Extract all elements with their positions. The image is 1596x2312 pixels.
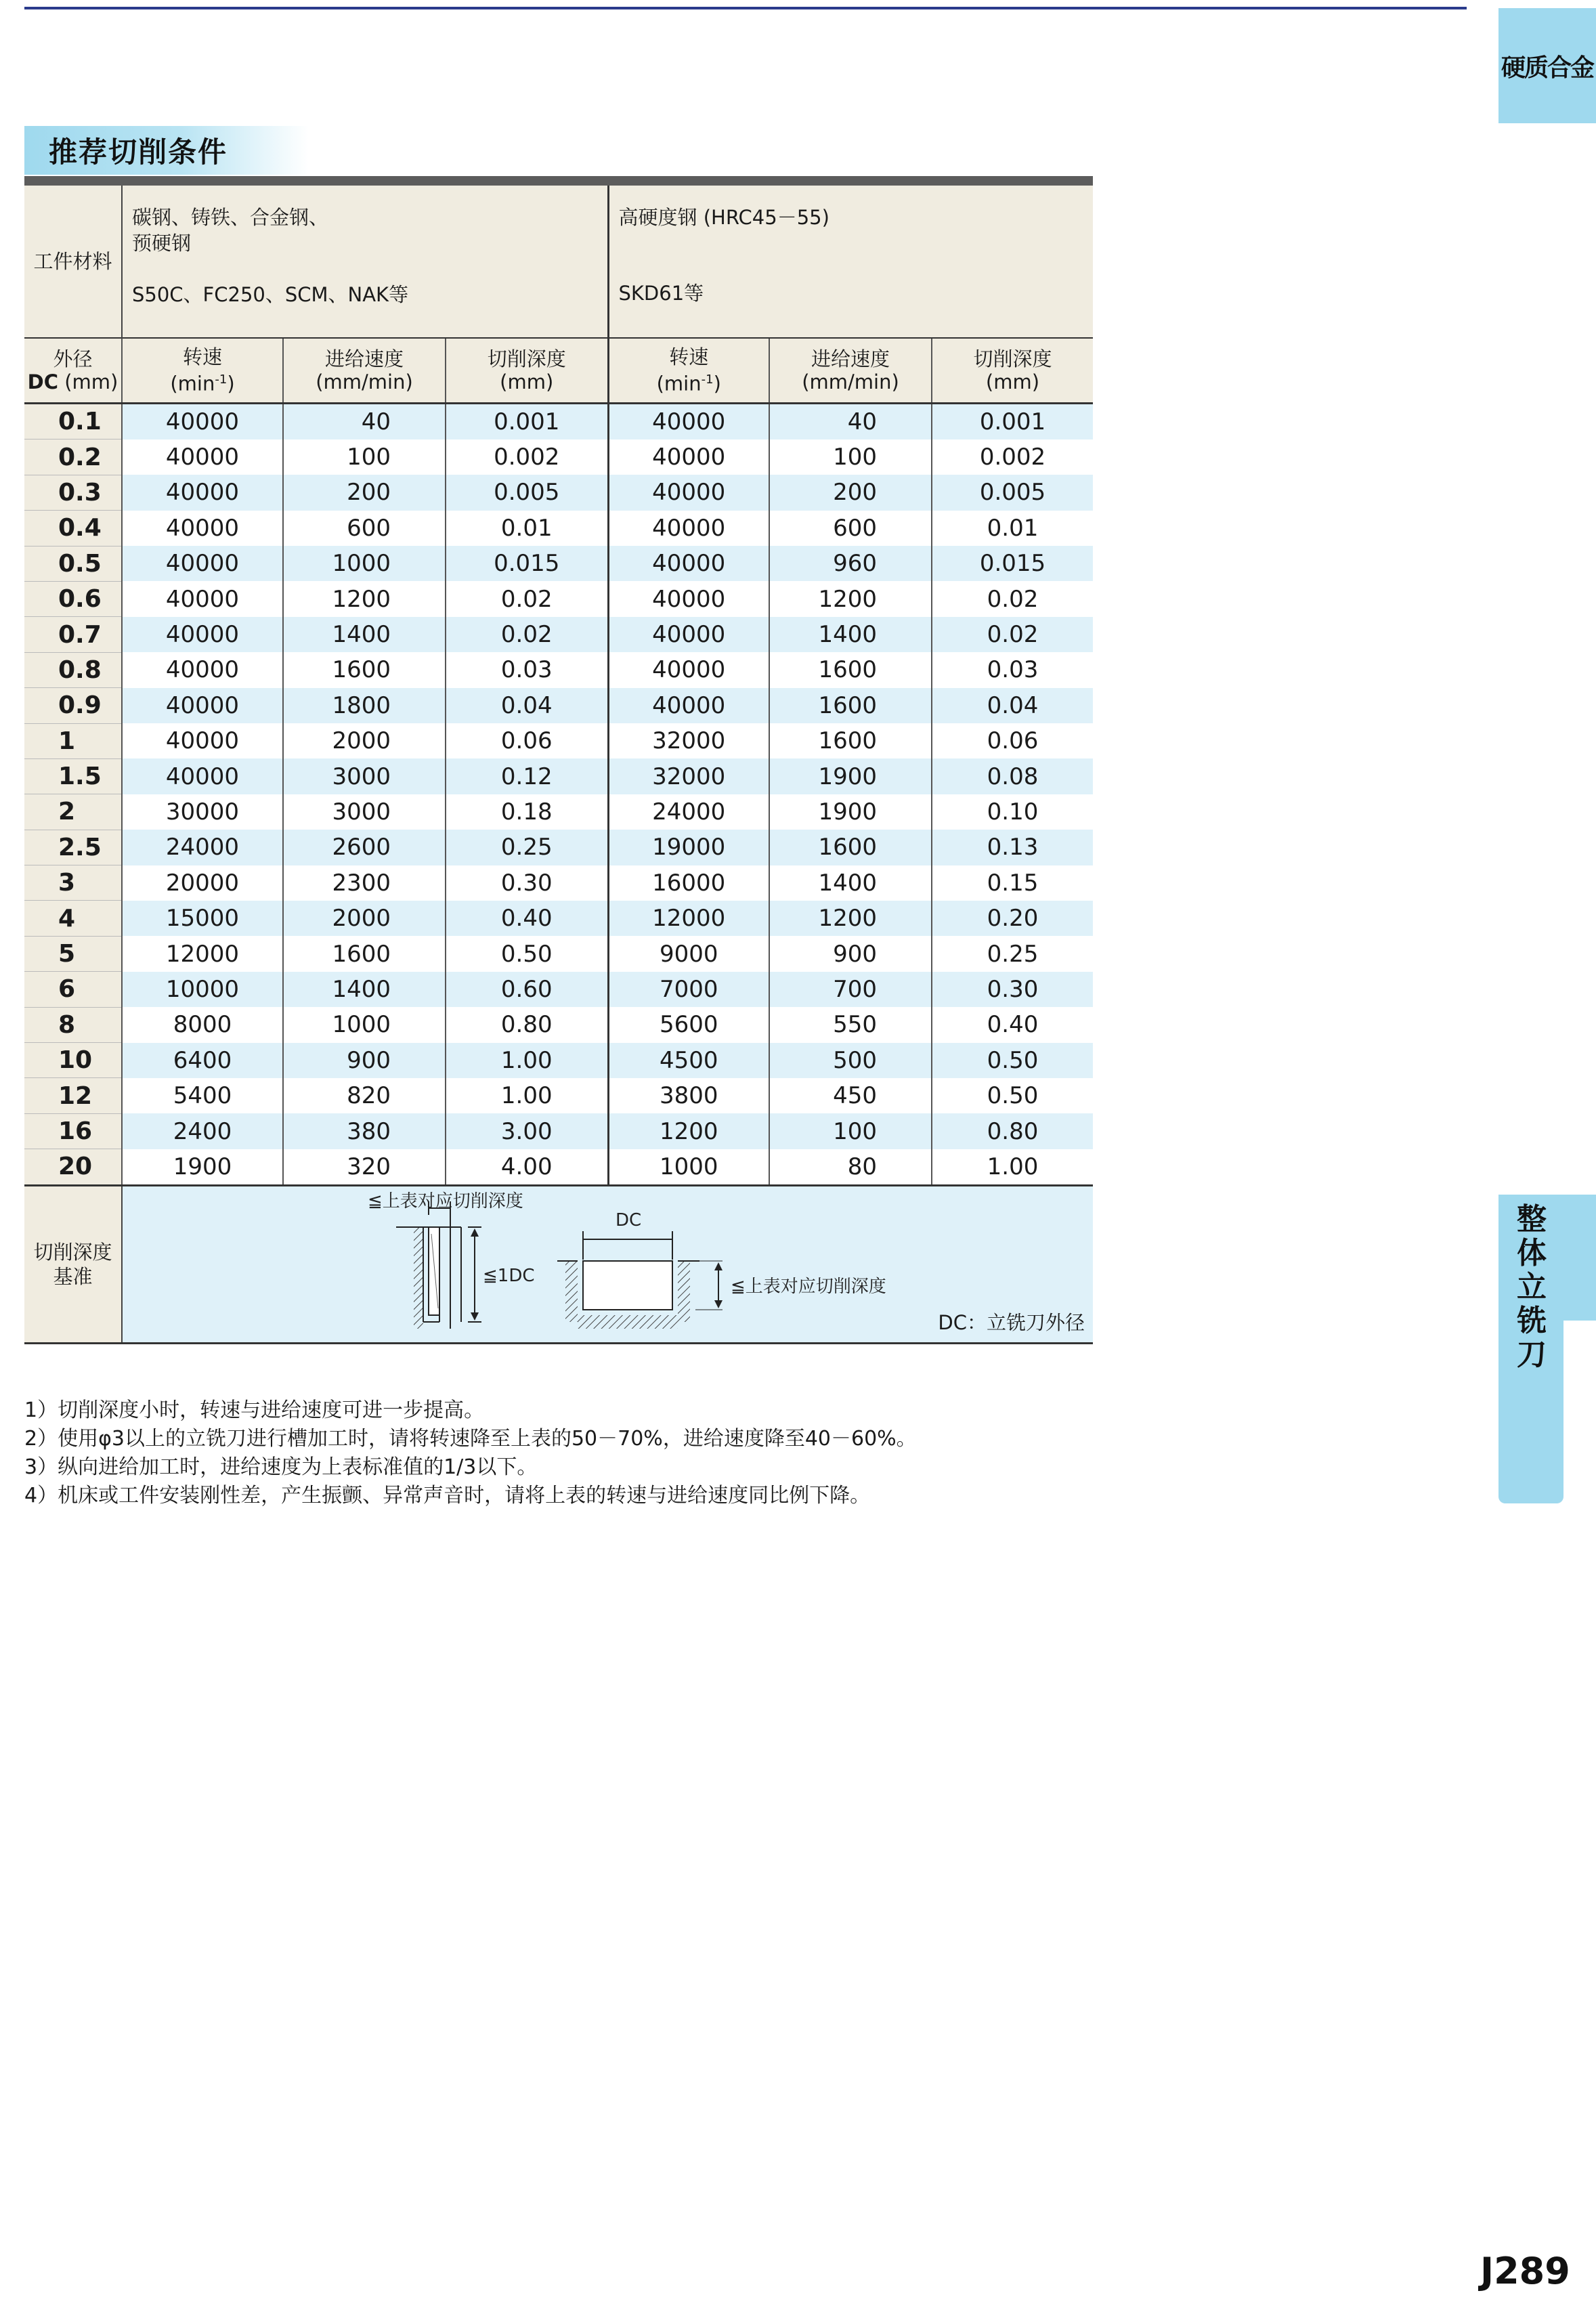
top-rule [24,7,1467,9]
material-b-line1: 高硬度钢 (HRC45－55) [618,206,829,229]
table-row [24,511,1093,546]
data-body [24,404,1093,1186]
table-row [24,794,1093,830]
dc-cell: 1 [24,723,122,758]
speed-cell: 15000 [122,901,283,936]
speed-cell: 24000 [122,830,283,865]
column-header-feed-2: 进给速度 (mm/min) [769,338,932,404]
speed-cell: 40000 [122,511,283,546]
category-tab-label: 硬质合金 [1501,53,1593,82]
depth-cell: 0.40 [446,901,608,936]
depth-basis-row [24,1185,1093,1343]
label-depth-top: ≦上表对应切削深度 [368,1191,523,1212]
material-b [608,186,1093,338]
column-header-speed: 转速 $(\min^{-1})$ [122,338,283,404]
material-label: 工件材料 [24,186,122,338]
table-row [24,723,1093,758]
speed-cell-2: 4500 [608,1043,769,1078]
depth-cell-2: 0.50 [932,1078,1093,1113]
speed-cell-2: 40000 [608,440,769,475]
label-depth-right: ≦上表对应切削深度 [731,1276,886,1297]
feed-cell: 2300 [283,865,446,901]
table-top-bar [24,176,1093,186]
depth-cell-2: 0.01 [932,511,1093,546]
depth-cell: 0.80 [446,1007,608,1042]
feed-cell-2: 100 [769,440,932,475]
feed-cell: 1400 [283,972,446,1007]
feed-cell-2: 200 [769,475,932,510]
depth-cell-2: 0.03 [932,652,1093,687]
dc-cell: 12 [24,1078,122,1113]
notes-list [24,1396,917,1510]
dc-cell: 1.5 [24,758,122,794]
depth-cell-2: 0.13 [932,830,1093,865]
label-dc: DC [616,1209,642,1230]
dc-cell: 10 [24,1043,122,1078]
speed-cell-2: 40000 [608,652,769,687]
feed-cell: 200 [283,475,446,510]
material-row [24,186,1093,338]
speed-cell: 12000 [122,936,283,971]
column-header-depth: 切削深度 (mm) [446,338,608,404]
speed-cell: 40000 [122,581,283,616]
cutting-conditions-table [24,176,1093,1344]
material-b-grades: SKD61等 [618,282,704,305]
depth-cell: 0.005 [446,475,608,510]
depth-cell: 0.18 [446,794,608,830]
section-title [24,126,309,175]
depth-cell: 0.03 [446,652,608,687]
speed-cell-2: 32000 [608,758,769,794]
table-row [24,617,1093,652]
speed-cell: 40000 [122,652,283,687]
dc-cell: 0.3 [24,475,122,510]
table-row [24,1149,1093,1185]
depth-cell: 0.30 [446,865,608,901]
speed-cell: 40000 [122,546,283,581]
depth-cell: 0.02 [446,581,608,616]
note-item: 4）机床或工件安装刚性差，产生振颤、异常声音时，请将上表的转速与进给速度同比例下降。 [24,1484,871,1507]
dc-cell: 0.6 [24,581,122,616]
table-row [24,758,1093,794]
feed-cell-2: 550 [769,1007,932,1042]
depth-cell-2: 0.40 [932,1007,1093,1042]
speed-cell: 30000 [122,794,283,830]
speed-cell: 40000 [122,723,283,758]
feed-cell: 1000 [283,1007,446,1042]
depth-cell: 0.01 [446,511,608,546]
feed-cell-2: 40 [769,404,932,440]
speed-cell: 40000 [122,758,283,794]
speed-cell: 1900 [122,1149,283,1185]
page-number: J289 [1480,2250,1570,2292]
speed-cell-2: 1000 [608,1149,769,1185]
speed-cell: 6400 [122,1043,283,1078]
feed-cell-2: 600 [769,511,932,546]
feed-cell: 900 [283,1043,446,1078]
depth-cell-2: 0.08 [932,758,1093,794]
depth-basis-diagram-cell [122,1185,1093,1343]
dc-cell: 5 [24,936,122,971]
depth-cell-2: 0.02 [932,617,1093,652]
dc-cell: 0.8 [24,652,122,687]
material-a-line2: 预硬钢 [132,232,192,255]
speed-cell-2: 40000 [608,617,769,652]
table-row [24,901,1093,936]
feed-cell-2: 1400 [769,865,932,901]
speed-cell-2: 7000 [608,972,769,1007]
table-row [24,688,1093,723]
material-a [122,186,608,338]
speed-cell-2: 5600 [608,1007,769,1042]
dc-cell: 8 [24,1007,122,1042]
feed-cell: 1800 [283,688,446,723]
speed-cell-2: 9000 [608,936,769,971]
feed-cell-2: 1600 [769,830,932,865]
category-tab-carbide[interactable] [1498,8,1596,123]
table-row [24,475,1093,510]
speed-cell-2: 40000 [608,511,769,546]
table-row [24,1078,1093,1113]
dc-cell: 16 [24,1113,122,1149]
depth-cell-2: 0.001 [932,404,1093,440]
feed-cell: 600 [283,511,446,546]
table-row [24,1113,1093,1149]
table-row [24,972,1093,1007]
speed-cell-2: 40000 [608,688,769,723]
depth-cell-2: 0.20 [932,901,1093,936]
depth-cell: 0.60 [446,972,608,1007]
speed-cell-2: 40000 [608,475,769,510]
feed-cell: 2000 [283,901,446,936]
depth-cell-2: 0.15 [932,865,1093,901]
table-row [24,581,1093,616]
speed-cell: 8000 [122,1007,283,1042]
speed-cell: 40000 [122,688,283,723]
dc-cell: 4 [24,901,122,936]
depth-cell-2: 0.002 [932,440,1093,475]
dc-cell: 20 [24,1149,122,1185]
category-tab-endmill-label: 整体立铣刀 [1517,1202,1547,1372]
dc-cell: 2.5 [24,830,122,865]
feed-cell-2: 1400 [769,617,932,652]
feed-cell-2: 80 [769,1149,932,1185]
speed-cell-2: 32000 [608,723,769,758]
depth-cell: 4.00 [446,1149,608,1185]
feed-cell: 3000 [283,758,446,794]
feed-cell: 40 [283,404,446,440]
depth-cell-2: 0.10 [932,794,1093,830]
depth-cell-2: 0.80 [932,1113,1093,1149]
table-row [24,652,1093,687]
depth-cell: 0.12 [446,758,608,794]
feed-cell-2: 1600 [769,723,932,758]
feed-cell-2: 100 [769,1113,932,1149]
depth-cell-2: 0.25 [932,936,1093,971]
feed-cell: 1400 [283,617,446,652]
column-header-dc: 外径 DC (mm) [24,338,122,404]
table-row [24,830,1093,865]
feed-cell-2: 1600 [769,652,932,687]
depth-cell: 0.015 [446,546,608,581]
depth-cell: 0.02 [446,617,608,652]
depth-cell-2: 0.005 [932,475,1093,510]
dc-cell: 0.2 [24,440,122,475]
feed-cell: 100 [283,440,446,475]
table-row [24,936,1093,971]
note-item: 2）使用φ3以上的立铣刀进行槽加工时，请将转速降至上表的50－70%，进给速度降至40－60%。 [24,1427,917,1451]
depth-cell: 0.002 [446,440,608,475]
material-a-line1: 碳钢、铸铁、合金钢、 [132,206,329,229]
dc-cell: 0.9 [24,688,122,723]
speed-cell-2: 3800 [608,1078,769,1113]
label-1dc: ≦1DC [483,1265,535,1286]
speed-cell: 10000 [122,972,283,1007]
depth-cell-2: 0.015 [932,546,1093,581]
speed-cell: 40000 [122,475,283,510]
section-title-text: 推荐切削条件 [49,135,228,169]
table-row [24,404,1093,440]
table-row [24,1043,1093,1078]
speed-cell: 40000 [122,404,283,440]
feed-cell: 320 [283,1149,446,1185]
speed-cell: 20000 [122,865,283,901]
depth-cell-2: 0.30 [932,972,1093,1007]
speed-cell: 2400 [122,1113,283,1149]
dc-cell: 6 [24,972,122,1007]
table-row [24,1007,1093,1042]
depth-cell: 1.00 [446,1078,608,1113]
feed-cell-2: 700 [769,972,932,1007]
speed-cell-2: 40000 [608,581,769,616]
dc-cell: 0.1 [24,404,122,440]
column-header-row [24,338,1093,404]
dc-cell: 2 [24,794,122,830]
feed-cell-2: 1900 [769,758,932,794]
column-header-feed: 进给速度 (mm/min) [283,338,446,404]
speed-cell: 40000 [122,440,283,475]
feed-cell: 820 [283,1078,446,1113]
note-item: 3）纵向进给加工时，进给速度为上表标准值的1/3以下。 [24,1455,538,1479]
note-item: 1）切削深度小时，转速与进给速度可进一步提高。 [24,1398,485,1422]
depth-cell-2: 1.00 [932,1149,1093,1185]
material-a-grades: S50C、FC250、SCM、NAK等 [132,283,409,306]
dc-cell: 0.4 [24,511,122,546]
feed-cell-2: 1600 [769,688,932,723]
dc-cell: 3 [24,865,122,901]
depth-cell: 0.50 [446,936,608,971]
feed-cell-2: 960 [769,546,932,581]
speed-cell: 40000 [122,617,283,652]
speed-cell: 5400 [122,1078,283,1113]
feed-cell-2: 500 [769,1043,932,1078]
speed-cell-2: 16000 [608,865,769,901]
depth-cell-2: 0.06 [932,723,1093,758]
feed-cell: 3000 [283,794,446,830]
depth-cell: 0.04 [446,688,608,723]
depth-cell-2: 0.50 [932,1043,1093,1078]
feed-cell: 1000 [283,546,446,581]
feed-cell: 2600 [283,830,446,865]
feed-cell-2: 450 [769,1078,932,1113]
speed-cell-2: 24000 [608,794,769,830]
speed-cell-2: 1200 [608,1113,769,1149]
side-milling-diagram [396,1201,481,1329]
feed-cell-2: 1200 [769,901,932,936]
depth-cell: 1.00 [446,1043,608,1078]
table-row [24,865,1093,901]
feed-cell-2: 1900 [769,794,932,830]
depth-cell-2: 0.02 [932,581,1093,616]
feed-cell: 2000 [283,723,446,758]
feed-cell-2: 1200 [769,581,932,616]
speed-cell-2: 12000 [608,901,769,936]
speed-cell-2: 19000 [608,830,769,865]
depth-cell: 0.25 [446,830,608,865]
depth-cell-2: 0.04 [932,688,1093,723]
dc-cell: 0.7 [24,617,122,652]
depth-cell: 3.00 [446,1113,608,1149]
feed-cell-2: 900 [769,936,932,971]
column-header-speed-2: 转速 $(\min^{-1})$ [608,338,769,404]
feed-cell: 1200 [283,581,446,616]
depth-basis-label: 切削深度 基准 [24,1185,122,1343]
depth-cell: 0.06 [446,723,608,758]
feed-cell: 380 [283,1113,446,1149]
dc-cell: 0.5 [24,546,122,581]
table-row [24,546,1093,581]
speed-cell-2: 40000 [608,546,769,581]
feed-cell: 1600 [283,652,446,687]
slot-milling-diagram [557,1231,722,1329]
speed-cell-2: 40000 [608,404,769,440]
dc-note: DC：立铣刀外径 [938,1310,1085,1334]
feed-cell: 1600 [283,936,446,971]
table-row [24,440,1093,475]
column-header-depth-2: 切削深度 (mm) [932,338,1093,404]
depth-cell: 0.001 [446,404,608,440]
